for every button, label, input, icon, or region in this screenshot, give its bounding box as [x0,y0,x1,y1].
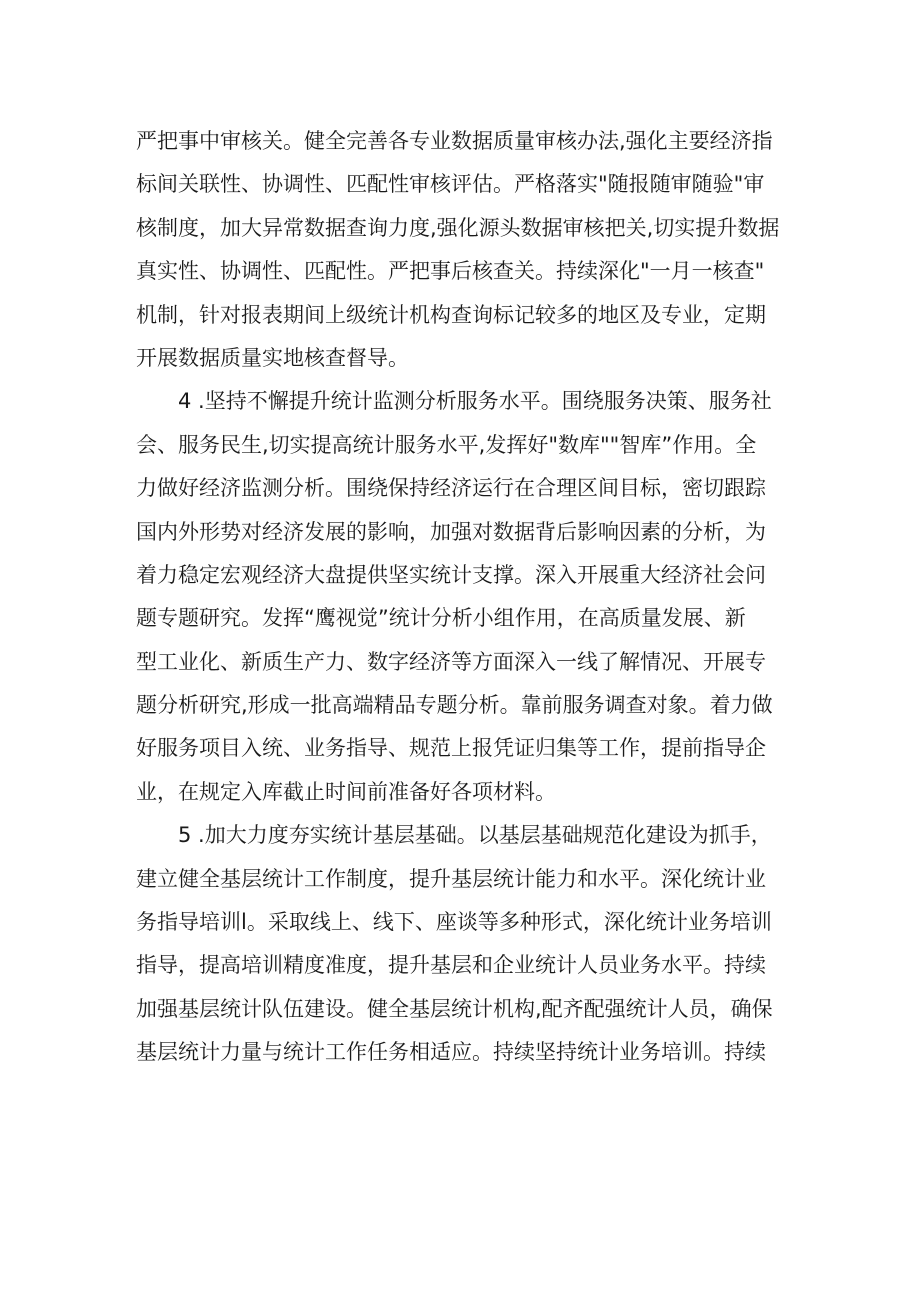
body-text [136,120,796,1075]
paragraph-item-4-monitoring-analysis [136,380,796,814]
text-line: 加强基层统计队伍建设。健全基层统计机构,配齐配强统计人员，确保 [136,996,773,1021]
text-line: 机制，针对报表期间上级统计机构查询标记较多的地区及专业，定期 [136,302,766,327]
text-line: 型工业化、新质生产力、数字经济等方面深入一线了解情况、开展专 [136,649,766,674]
text-line-first: 4 .坚持不懈提升统计监测分析服务水平。围绕服务决策、服务社 [178,389,772,414]
text-line: 基层统计力量与统计工作任务相适应。持续坚持统计业务培训。持续 [136,1040,766,1065]
text-line: 会、服务民生,切实提高统计服务水平,发挥好"数库""智库”作用。全 [136,432,757,457]
text-line: 真实性、协调性、匹配性。严把事后核查关。持续深化"一月一核查" [136,259,765,284]
text-line: 严把事中审核关。健全完善各专业数据质量审核办法,强化主要经济指 [136,129,773,153]
text-line: 务指导培训l。采取线上、线下、座谈等多种形式，深化统计业务培训 [136,910,772,935]
paragraph-review-checks [136,120,796,380]
text-line: 开展数据质量实地核查督导。 [136,345,409,370]
text-line: 题分析研究,形成一批高端精品专题分析。靠前服务调查对象。着力做 [136,693,773,718]
text-line: 题专题研究。发挥“鹰视觉”统计分析小组作用，在高质量发展、新 [136,606,746,631]
text-line: 力做好经济监测分析。围绕保持经济运行在合理区间目标，密切跟踪 [136,476,766,501]
text-line: 建立健全基层统计工作制度，提升基层统计能力和水平。深化统计业 [136,866,766,891]
paragraph-item-5-grassroots-foundation [136,814,796,1074]
text-line: 业，在规定入库截止时间前准备好各项材料。 [136,779,556,804]
text-line: 标间关联性、协调性、匹配性审核评估。严格落实"随报随审随验"审 [136,172,765,197]
text-line: 核制度，加大异常数据查询力度,强化源头数据审核把关,切实提升数据 [136,215,780,240]
text-line: 好服务项目入统、业务指导、规范上报凭证归集等工作，提前指导企 [136,736,766,761]
text-line-first: 5 .加大力度夯实统计基层基础。以基层基础规范化建设为抓手， [178,823,772,848]
text-line: 国内外形势对经济发展的影响，加强对数据背后影响因素的分析，为 [136,519,766,544]
text-line: 指导，提高培训精度准度，提升基层和企业统计人员业务水平。持续 [136,953,766,978]
text-line: 着力稳定宏观经济大盘提供坚实统计支撑。深入开展重大经济社会问 [136,562,766,587]
